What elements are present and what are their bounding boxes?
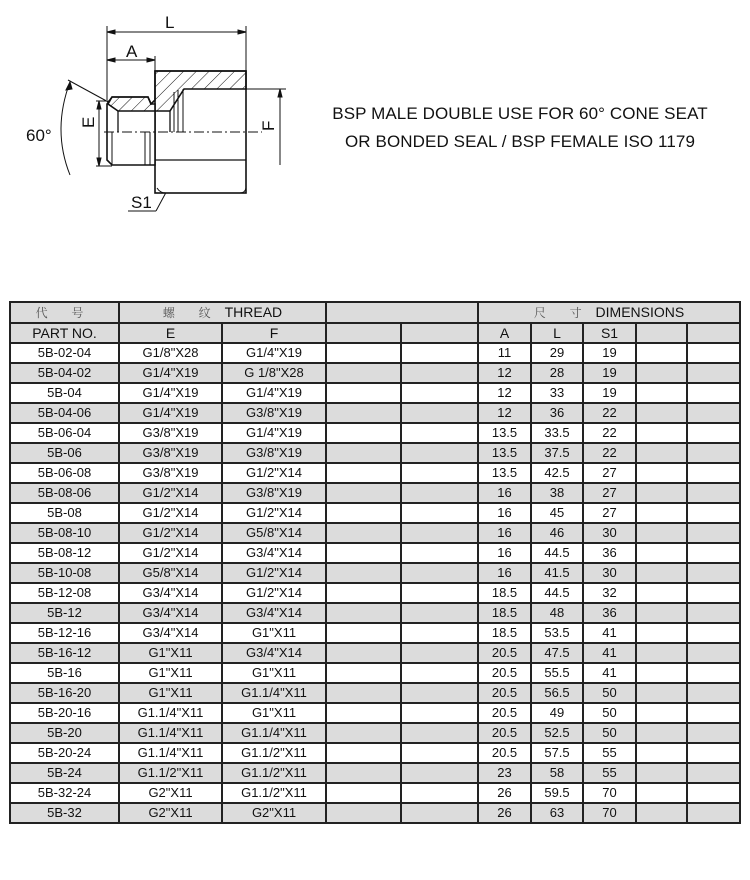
cell-part-no: 5B-12 xyxy=(10,603,119,623)
cell-thread-e: G3/8"X19 xyxy=(119,443,222,463)
cell-dim-a: 16 xyxy=(478,503,531,523)
cell-thread-f: G1/2"X14 xyxy=(222,583,326,603)
header-empty-4 xyxy=(687,323,740,343)
cell-empty xyxy=(687,483,740,503)
cell-part-no: 5B-04 xyxy=(10,383,119,403)
table-row xyxy=(10,383,740,403)
cell-dim-l: 42.5 xyxy=(531,463,583,483)
cell-dim-s1: 50 xyxy=(583,683,636,703)
cell-dim-l: 58 xyxy=(531,763,583,783)
cell-thread-f: G1/2"X14 xyxy=(222,463,326,483)
cell-part-no: 5B-20 xyxy=(10,723,119,743)
cell-dim-a: 11 xyxy=(478,343,531,363)
cell-empty xyxy=(687,523,740,543)
cell-dim-s1: 22 xyxy=(583,403,636,423)
cell-empty xyxy=(687,603,740,623)
title-line-1: BSP MALE DOUBLE USE FOR 60° CONE SEAT xyxy=(332,104,708,123)
header-col-L: L xyxy=(531,323,583,343)
cell-empty xyxy=(326,663,401,683)
cell-empty xyxy=(636,463,687,483)
cell-empty xyxy=(687,423,740,443)
cell-empty xyxy=(636,723,687,743)
cell-thread-e: G1"X11 xyxy=(119,643,222,663)
cell-part-no: 5B-08 xyxy=(10,503,119,523)
cell-empty xyxy=(636,443,687,463)
cell-thread-f: G1.1/4"X11 xyxy=(222,683,326,703)
cell-thread-f: G1"X11 xyxy=(222,663,326,683)
cell-empty xyxy=(687,443,740,463)
cell-empty xyxy=(326,643,401,663)
header-thread: 螺 纹 THREAD xyxy=(119,302,326,323)
cell-dim-s1: 22 xyxy=(583,423,636,443)
cell-dim-l: 28 xyxy=(531,363,583,383)
table-row xyxy=(10,523,740,543)
cell-empty xyxy=(401,763,478,783)
cell-dim-a: 18.5 xyxy=(478,623,531,643)
cell-empty xyxy=(401,743,478,763)
cell-dim-a: 16 xyxy=(478,483,531,503)
table-row xyxy=(10,623,740,643)
cell-part-no: 5B-08-12 xyxy=(10,543,119,563)
cell-dim-a: 23 xyxy=(478,763,531,783)
cell-thread-f: G1/2"X14 xyxy=(222,503,326,523)
cell-part-no: 5B-10-08 xyxy=(10,563,119,583)
cell-thread-e: G1/4"X19 xyxy=(119,363,222,383)
cell-thread-f: G1/2"X14 xyxy=(222,563,326,583)
cell-dim-a: 13.5 xyxy=(478,423,531,443)
cell-thread-e: G5/8"X14 xyxy=(119,563,222,583)
cell-thread-e: G1.1/4"X11 xyxy=(119,703,222,723)
cell-part-no: 5B-12-16 xyxy=(10,623,119,643)
cell-dim-a: 13.5 xyxy=(478,443,531,463)
cell-empty xyxy=(636,663,687,683)
label-A: A xyxy=(126,42,138,61)
cell-dim-l: 29 xyxy=(531,343,583,363)
cell-dim-l: 37.5 xyxy=(531,443,583,463)
header-row-1 xyxy=(10,302,740,323)
cell-empty xyxy=(687,803,740,823)
table-row xyxy=(10,783,740,803)
cell-empty xyxy=(687,403,740,423)
label-L: L xyxy=(165,13,175,32)
cell-empty xyxy=(687,703,740,723)
cell-empty xyxy=(326,803,401,823)
cell-empty xyxy=(401,363,478,383)
cell-empty xyxy=(401,683,478,703)
cell-dim-s1: 70 xyxy=(583,803,636,823)
cell-dim-s1: 19 xyxy=(583,363,636,383)
cell-empty xyxy=(326,463,401,483)
cell-empty xyxy=(326,703,401,723)
cell-thread-f: G 1/8"X28 xyxy=(222,363,326,383)
cell-thread-e: G2"X11 xyxy=(119,783,222,803)
product-title xyxy=(300,100,740,156)
cell-empty xyxy=(636,743,687,763)
cell-dim-l: 53.5 xyxy=(531,623,583,643)
cell-thread-e: G1.1/4"X11 xyxy=(119,743,222,763)
cell-thread-e: G1/2"X14 xyxy=(119,503,222,523)
cell-empty xyxy=(401,423,478,443)
table-row xyxy=(10,603,740,623)
cell-dim-a: 12 xyxy=(478,383,531,403)
cell-empty xyxy=(636,543,687,563)
cell-dim-s1: 70 xyxy=(583,783,636,803)
cell-part-no: 5B-02-04 xyxy=(10,343,119,363)
cell-empty xyxy=(326,783,401,803)
cell-part-no: 5B-32 xyxy=(10,803,119,823)
cell-dim-a: 12 xyxy=(478,363,531,383)
table-row xyxy=(10,503,740,523)
cell-empty xyxy=(326,423,401,443)
cell-empty xyxy=(326,443,401,463)
cell-thread-f: G3/8"X19 xyxy=(222,403,326,423)
cell-thread-f: G1.1/2"X11 xyxy=(222,763,326,783)
cell-dim-l: 56.5 xyxy=(531,683,583,703)
cell-dim-l: 55.5 xyxy=(531,663,583,683)
cell-thread-f: G1/4"X19 xyxy=(222,423,326,443)
table-row xyxy=(10,663,740,683)
cell-empty xyxy=(687,543,740,563)
cell-dim-a: 13.5 xyxy=(478,463,531,483)
fitting-technical-drawing xyxy=(0,0,300,230)
cell-dim-l: 38 xyxy=(531,483,583,503)
title-line-2: OR BONDED SEAL / BSP FEMALE ISO 1179 xyxy=(344,132,696,151)
cell-empty xyxy=(687,363,740,383)
cell-thread-e: G1.1/2"X11 xyxy=(119,763,222,783)
cell-empty xyxy=(687,663,740,683)
cell-part-no: 5B-12-08 xyxy=(10,583,119,603)
cell-part-no: 5B-16-12 xyxy=(10,643,119,663)
cell-thread-e: G1/2"X14 xyxy=(119,523,222,543)
table-row xyxy=(10,563,740,583)
label-F: F xyxy=(259,120,278,131)
cell-dim-s1: 22 xyxy=(583,443,636,463)
cell-empty xyxy=(687,723,740,743)
cell-thread-e: G1/8"X28 xyxy=(119,343,222,363)
cell-empty xyxy=(401,623,478,643)
header-col-F: F xyxy=(222,323,326,343)
cell-dim-a: 20.5 xyxy=(478,703,531,723)
cell-part-no: 5B-06 xyxy=(10,443,119,463)
cell-empty xyxy=(326,503,401,523)
cell-dim-s1: 27 xyxy=(583,483,636,503)
cell-empty xyxy=(636,623,687,643)
cell-empty xyxy=(401,783,478,803)
cell-dim-a: 20.5 xyxy=(478,683,531,703)
label-E: E xyxy=(79,116,98,128)
cell-dim-l: 59.5 xyxy=(531,783,583,803)
table-row xyxy=(10,343,740,363)
cell-empty xyxy=(636,803,687,823)
cell-dim-l: 49 xyxy=(531,703,583,723)
cell-dim-l: 47.5 xyxy=(531,643,583,663)
cell-empty xyxy=(636,423,687,443)
cell-part-no: 5B-16-20 xyxy=(10,683,119,703)
cell-empty xyxy=(687,383,740,403)
cell-empty xyxy=(326,603,401,623)
cell-dim-a: 18.5 xyxy=(478,583,531,603)
table-row xyxy=(10,803,740,823)
cell-dim-s1: 36 xyxy=(583,603,636,623)
cell-thread-f: G3/4"X14 xyxy=(222,543,326,563)
cell-empty xyxy=(401,643,478,663)
cell-dim-l: 44.5 xyxy=(531,543,583,563)
cell-empty xyxy=(401,543,478,563)
cell-empty xyxy=(326,563,401,583)
cell-empty xyxy=(401,523,478,543)
cell-empty xyxy=(401,383,478,403)
cell-thread-f: G1/4"X19 xyxy=(222,383,326,403)
cell-empty xyxy=(401,563,478,583)
cell-empty xyxy=(401,443,478,463)
cell-empty xyxy=(401,703,478,723)
cell-dim-s1: 19 xyxy=(583,383,636,403)
label-S1: S1 xyxy=(131,193,152,212)
header-empty-group xyxy=(326,302,478,323)
cell-empty xyxy=(636,503,687,523)
cell-empty xyxy=(326,383,401,403)
cell-dim-a: 20.5 xyxy=(478,643,531,663)
cell-empty xyxy=(636,643,687,663)
cell-dim-s1: 50 xyxy=(583,703,636,723)
table-row xyxy=(10,723,740,743)
cell-empty xyxy=(636,783,687,803)
cell-empty xyxy=(326,543,401,563)
cell-empty xyxy=(636,523,687,543)
cell-thread-e: G2"X11 xyxy=(119,803,222,823)
header-empty-2 xyxy=(401,323,478,343)
cell-thread-e: G1"X11 xyxy=(119,683,222,703)
cell-thread-f: G1.1/2"X11 xyxy=(222,743,326,763)
cell-empty xyxy=(326,523,401,543)
cell-part-no: 5B-04-02 xyxy=(10,363,119,383)
cell-empty xyxy=(401,583,478,603)
cell-empty xyxy=(326,743,401,763)
cell-dim-a: 12 xyxy=(478,403,531,423)
cell-empty xyxy=(636,683,687,703)
cell-empty xyxy=(326,583,401,603)
cell-dim-s1: 50 xyxy=(583,723,636,743)
cell-empty xyxy=(687,763,740,783)
cell-empty xyxy=(326,483,401,503)
cell-empty xyxy=(326,683,401,703)
cell-dim-l: 63 xyxy=(531,803,583,823)
cell-dim-l: 52.5 xyxy=(531,723,583,743)
table-row xyxy=(10,463,740,483)
cell-dim-l: 36 xyxy=(531,403,583,423)
cell-thread-f: G3/8"X19 xyxy=(222,483,326,503)
cell-dim-a: 18.5 xyxy=(478,603,531,623)
header-col-S1: S1 xyxy=(583,323,636,343)
cell-part-no: 5B-08-06 xyxy=(10,483,119,503)
cell-empty xyxy=(636,583,687,603)
cell-empty xyxy=(401,663,478,683)
cell-thread-f: G3/4"X14 xyxy=(222,603,326,623)
cell-empty xyxy=(636,383,687,403)
cell-part-no: 5B-06-04 xyxy=(10,423,119,443)
cell-empty xyxy=(636,703,687,723)
cell-thread-f: G3/8"X19 xyxy=(222,443,326,463)
cell-empty xyxy=(326,763,401,783)
label-angle: 60° xyxy=(26,126,52,145)
cell-thread-f: G1.1/4"X11 xyxy=(222,723,326,743)
table-row xyxy=(10,443,740,463)
cell-thread-f: G1"X11 xyxy=(222,623,326,643)
cell-empty xyxy=(687,683,740,703)
cell-dim-s1: 19 xyxy=(583,343,636,363)
cell-part-no: 5B-24 xyxy=(10,763,119,783)
cell-dim-a: 16 xyxy=(478,523,531,543)
cell-part-no: 5B-04-06 xyxy=(10,403,119,423)
cell-thread-f: G1/4"X19 xyxy=(222,343,326,363)
header-empty-3 xyxy=(636,323,687,343)
cell-empty xyxy=(401,403,478,423)
cell-dim-l: 48 xyxy=(531,603,583,623)
header-part-cn: 代 号 xyxy=(10,302,119,323)
cell-dim-s1: 41 xyxy=(583,663,636,683)
cell-dim-l: 45 xyxy=(531,503,583,523)
cell-empty xyxy=(401,803,478,823)
cell-thread-e: G3/4"X14 xyxy=(119,623,222,643)
cell-part-no: 5B-06-08 xyxy=(10,463,119,483)
cell-dim-s1: 32 xyxy=(583,583,636,603)
cell-dim-a: 16 xyxy=(478,563,531,583)
cell-empty xyxy=(636,563,687,583)
cell-empty xyxy=(401,343,478,363)
table-row xyxy=(10,643,740,663)
cell-dim-s1: 36 xyxy=(583,543,636,563)
cell-empty xyxy=(636,343,687,363)
cell-dim-l: 44.5 xyxy=(531,583,583,603)
cell-empty xyxy=(636,363,687,383)
cell-empty xyxy=(687,463,740,483)
cell-empty xyxy=(687,583,740,603)
cell-dim-l: 46 xyxy=(531,523,583,543)
cell-empty xyxy=(401,483,478,503)
cell-thread-e: G1/2"X14 xyxy=(119,543,222,563)
cell-empty xyxy=(636,603,687,623)
cell-empty xyxy=(326,403,401,423)
table-row xyxy=(10,583,740,603)
cell-thread-e: G1.1/4"X11 xyxy=(119,723,222,743)
cell-thread-f: G1"X11 xyxy=(222,703,326,723)
header-part-no: PART NO. xyxy=(10,323,119,343)
cell-empty xyxy=(687,783,740,803)
header-col-E: E xyxy=(119,323,222,343)
cell-thread-e: G1/4"X19 xyxy=(119,383,222,403)
cell-dim-s1: 55 xyxy=(583,743,636,763)
table-row xyxy=(10,543,740,563)
cell-part-no: 5B-20-24 xyxy=(10,743,119,763)
cell-empty xyxy=(687,623,740,643)
cell-empty xyxy=(326,363,401,383)
cell-dim-l: 33 xyxy=(531,383,583,403)
cell-thread-e: G1/2"X14 xyxy=(119,483,222,503)
cell-empty xyxy=(636,483,687,503)
cell-part-no: 5B-16 xyxy=(10,663,119,683)
cell-part-no: 5B-32-24 xyxy=(10,783,119,803)
table-row xyxy=(10,483,740,503)
cell-dim-a: 20.5 xyxy=(478,663,531,683)
cell-empty xyxy=(687,643,740,663)
cell-thread-e: G1"X11 xyxy=(119,663,222,683)
cell-dim-s1: 41 xyxy=(583,623,636,643)
cell-empty xyxy=(326,343,401,363)
cell-thread-e: G1/4"X19 xyxy=(119,403,222,423)
cell-thread-e: G3/8"X19 xyxy=(119,423,222,443)
cell-dim-s1: 30 xyxy=(583,523,636,543)
header-empty-1 xyxy=(326,323,401,343)
cell-empty xyxy=(401,723,478,743)
cell-empty xyxy=(687,563,740,583)
cell-part-no: 5B-20-16 xyxy=(10,703,119,723)
cell-dim-a: 16 xyxy=(478,543,531,563)
header-row-2 xyxy=(10,323,740,343)
table-row xyxy=(10,403,740,423)
cell-empty xyxy=(401,503,478,523)
cell-dim-s1: 41 xyxy=(583,643,636,663)
cell-empty xyxy=(687,343,740,363)
header-dimensions: 尺 寸 DIMENSIONS xyxy=(478,302,740,323)
table-row xyxy=(10,423,740,443)
cell-thread-e: G3/4"X14 xyxy=(119,583,222,603)
cell-dim-s1: 27 xyxy=(583,503,636,523)
header-col-A: A xyxy=(478,323,531,343)
specification-table xyxy=(9,301,741,824)
cell-empty xyxy=(401,463,478,483)
cell-empty xyxy=(326,623,401,643)
table-row xyxy=(10,743,740,763)
cell-thread-e: G3/4"X14 xyxy=(119,603,222,623)
cell-empty xyxy=(687,743,740,763)
cell-dim-s1: 27 xyxy=(583,463,636,483)
cell-empty xyxy=(687,503,740,523)
cell-dim-a: 20.5 xyxy=(478,743,531,763)
cell-thread-f: G1.1/2"X11 xyxy=(222,783,326,803)
cell-dim-s1: 30 xyxy=(583,563,636,583)
cell-empty xyxy=(326,723,401,743)
cell-dim-a: 26 xyxy=(478,803,531,823)
cell-dim-l: 57.5 xyxy=(531,743,583,763)
cell-thread-f: G5/8"X14 xyxy=(222,523,326,543)
cell-dim-a: 26 xyxy=(478,783,531,803)
cell-dim-s1: 55 xyxy=(583,763,636,783)
cell-part-no: 5B-08-10 xyxy=(10,523,119,543)
cell-empty xyxy=(636,403,687,423)
cell-empty xyxy=(636,763,687,783)
cell-dim-a: 20.5 xyxy=(478,723,531,743)
cell-thread-e: G3/8"X19 xyxy=(119,463,222,483)
table-row xyxy=(10,703,740,723)
cell-dim-l: 33.5 xyxy=(531,423,583,443)
cell-empty xyxy=(401,603,478,623)
cell-thread-f: G3/4"X14 xyxy=(222,643,326,663)
table-row xyxy=(10,683,740,703)
cell-thread-f: G2"X11 xyxy=(222,803,326,823)
cell-dim-l: 41.5 xyxy=(531,563,583,583)
table-row xyxy=(10,763,740,783)
table-row xyxy=(10,363,740,383)
